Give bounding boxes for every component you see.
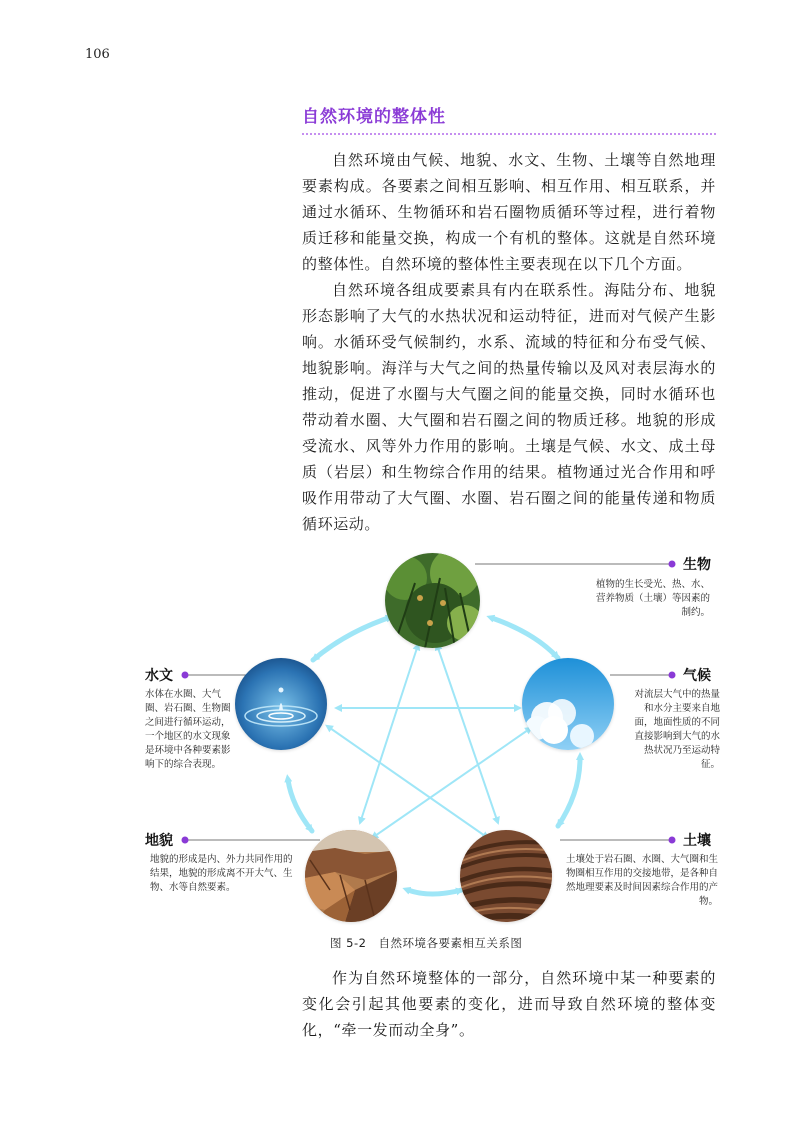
landform-photo bbox=[305, 830, 397, 922]
arrow-climate-landform bbox=[372, 730, 528, 838]
soil-description: 土壤处于岩石圈、水圈、大气圈和生物圈相互作用的交接地带，是各种自然地理要素及时间因素综合作用的产物。 bbox=[565, 854, 718, 907]
landform-dot bbox=[182, 837, 189, 844]
section-title: 自然环境的整体性 bbox=[302, 107, 446, 127]
landform-label: 地貌 bbox=[145, 833, 173, 849]
arrow-biology-climate bbox=[492, 618, 558, 658]
climate-photo bbox=[522, 658, 614, 750]
soil-dot bbox=[669, 837, 676, 844]
biology-photo bbox=[385, 553, 480, 648]
hydrology-label: 水文 bbox=[145, 668, 173, 684]
arrow-biology-hydrology bbox=[313, 618, 388, 660]
paragraph: 作为自然环境整体的一部分，自然环境中某一种要素的变化会引起其他要素的变化，进而导致自然环境的整体变化，“牵一发而动全身”。 bbox=[302, 969, 716, 1039]
figure-caption: 图 5-2 自然环境各要素相互关系图 bbox=[330, 936, 523, 950]
hydrology-description: 水体在水圈、大气圈、岩石圈、生物圈之间进行循环运动，一个地区的水文现象是环境中各种要素影响下的综合表现。 bbox=[145, 689, 231, 770]
climate-label: 气候 bbox=[683, 668, 711, 684]
biology-description: 植物的生长受光、热、水、营养物质（土壤）等因素的制约。 bbox=[595, 579, 710, 618]
biology-label: 生物 bbox=[683, 557, 711, 573]
paragraph: 自然环境各组成要素具有内在联系性。海陆分布、地貌形态影响了大气的水热状况和运动特征，进而对气候产生影响。水循环受气候制约，水系、流域的特征和分布受气候、地貌影响。海洋与大气之间的热量传输以及风对表层海水的推动，促进了水圈与大气圈之间的能量交换，同时水循环也带动着水圈、大气圈和岩石圈之间的物质迁移。地貌的形成受流水、风等外力作用的影响。土壤是气候、水文、成土母质（岩层）和生物综合作用的结果。植物通过光合作用和呼吸作用带动了大气圈、水圈、岩石圈之间的能量传递和物质循环运动。 bbox=[302, 281, 716, 533]
hydrology-photo bbox=[235, 658, 327, 750]
arrow-biology-landform bbox=[360, 648, 417, 823]
soil-photo bbox=[460, 830, 552, 922]
landform-description: 地貌的形成是内、外力共同作用的结果，地貌的形成离不开大气、生物、水等自然要素。 bbox=[150, 854, 293, 893]
title-divider bbox=[302, 133, 716, 135]
body-text-top bbox=[302, 147, 716, 537]
arrow-hydrology-soil bbox=[330, 728, 488, 838]
arrow-landform-soil bbox=[408, 890, 462, 894]
arrow-hydrology-landform bbox=[288, 780, 312, 831]
arrow-climate-soil bbox=[558, 758, 580, 826]
soil-label: 土壤 bbox=[683, 833, 711, 849]
biology-dot bbox=[669, 561, 676, 568]
arrow-biology-soil bbox=[438, 648, 498, 823]
element-relationship-figure bbox=[140, 548, 720, 958]
paragraph: 自然环境由气候、地貌、水文、生物、土壤等自然地理要素构成。各要素之间相互影响、相互作用、相互联系，并通过水循环、生物循环和岩石圈物质循环等过程，进行着物质迁移和能量交换，构成一个有机的整体。这就是自然环境的整体性。自然环境的整体性主要表现在以下几个方面。 bbox=[302, 151, 716, 273]
body-text-bottom bbox=[302, 965, 716, 1043]
hydrology-dot bbox=[182, 672, 189, 679]
page-number: 106 bbox=[85, 47, 110, 62]
climate-dot bbox=[669, 672, 676, 679]
climate-description: 对流层大气中的热量和水分主要来自地面，地面性质的不同直接影响到大气的水热状况乃至运动特征。 bbox=[634, 689, 720, 770]
